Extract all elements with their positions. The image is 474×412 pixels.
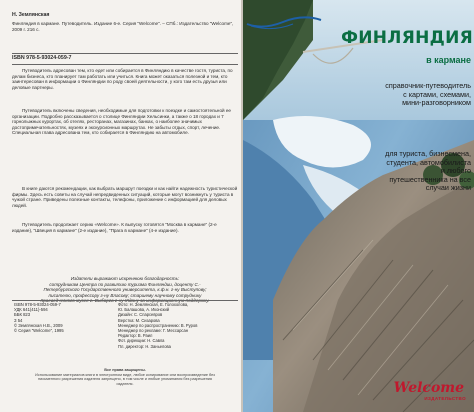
- credit-line: Менеджер по распространению: В. Руров: [118, 322, 198, 328]
- bibliographic-description: Финляндия в кармане. Путеводитель. Издание 6-е. Серия "Welcome". – СПб.: Издательство "Welcome", 2009 г. 216 с.: [12, 21, 234, 32]
- cover-title: ФИНЛЯНДИЯ: [341, 28, 473, 48]
- catalog-line: УДК 641(411)-594: [14, 307, 48, 313]
- credit-line: Редактор: В. Раил: [118, 333, 153, 339]
- cover-audience: для туриста, бизнесмена, студента, автомобилиста и любого путешественника на все случаи жизни: [385, 149, 471, 193]
- rights-title: Все права защищены.: [104, 368, 146, 372]
- credit-line: Фото: Н. Землянская, Е. Голохолова,: [118, 302, 189, 307]
- catalog-line: ББК 823: [14, 312, 31, 318]
- credit-line: Пл. директор: Н. Заньелова: [118, 343, 171, 349]
- isbn: ISBN 978-5-93024-059-7: [12, 55, 72, 61]
- credits-block: [118, 302, 238, 349]
- annotation-paragraph: Путеводитель включены сведения, необходимые для подготовки к поездке и самостоятельной ее организации. Подробно рассказывается о столице Финляндии Хельсинки, а также о 18 городах и 7 горнолыжных курортах, об отелях, ресторанах, магазинах, банках, о наиболее значимых достопримечательностях, музеях и экскурсионных маршрутах. Не забыты отдых, спорт, лечение. Специальная глава адресована тем, кто собирается в Финляндию на автомобиле.: [12, 108, 231, 136]
- author-name: Н. Землянская: [12, 12, 50, 18]
- annotation-paragraph: Путеводитель адресован тем, кто едет или собирается в Финляндию в качестве гостя, туриста, по делам бизнеса, кто планирует там работать или учиться. Книга может оказаться полезной и тем, кто заинтересован в информации о Финляндии по роду своей деятельности, у кого там есть друзья или деловые партнеры.: [12, 68, 233, 90]
- credit-line: Фот. дирекции: Н. Савла: [118, 338, 165, 344]
- catalog-line: © Серия "Welcome", 1995: [14, 328, 64, 334]
- rights-notice: [30, 368, 220, 386]
- divider: [12, 53, 238, 54]
- annotation-paragraph: Путеводитель продолжает серию «Welcome». К выпуску готовятся "Москва в кармане" (2-е издание), "Швеция в кармане" (2-е издание), "Прага в кармане" (4-е издание).: [12, 222, 217, 233]
- credit-line: Верстка: М. Сизарова: [118, 317, 160, 323]
- publisher-logo: [243, 0, 325, 30]
- credit-line: Дизайн: С. Спарсевров: [118, 312, 163, 318]
- annotation-paragraph: В книге даются рекомендации, как выбрать маршрут поездки и как найти надежность туристической фирмы. Здесь есть советы на случай непредвиденных ситуаций, которые могут возникнуть у туриста в чужой стране. Приведены полезные контакты, телефоны, приложение с информацией для деловых людей.: [12, 186, 238, 208]
- cover-page: [243, 0, 474, 412]
- catalog-line: ISBN 978-5-93024-059-7: [14, 302, 61, 307]
- cover-description: справочник-путеводитель с картами, схемами, мини-разговорником: [385, 81, 471, 108]
- catalog-block: [14, 302, 112, 333]
- acknowledgements-text: сотрудникам Центра по развитию туризма Финляндии, доценту С.-Петербургского Государственного университета, к.ф.н. г-ну Выступову; писателю, профессору г-ну Власову; старшему научному сотруднику Краеведческого музея г. Выборга г-ну Ждану за информационную поддержку.: [40, 281, 210, 304]
- credit-line: Менеджер по рекламе: Г. Мессарсан: [118, 328, 189, 334]
- divider: [12, 64, 238, 65]
- acknowledgements-title: Издатели выражают искреннюю благодарность:: [70, 276, 180, 281]
- divider: [12, 300, 238, 301]
- cover-subtitle: в кармане: [426, 55, 471, 65]
- rights-text: Использование материалов книги в электронном виде, любое копирование или воспроизведение без письменного разрешения издателя запрещено, в том числе и любые упоминания без разрешения издателя.: [35, 372, 215, 386]
- catalog-line: © Землянская Н.В., 2009: [14, 322, 63, 328]
- catalog-line: З 54: [14, 317, 23, 323]
- credit-line: Ю. Балашова, А. Иконский: [118, 307, 170, 313]
- publisher-subtitle: ИЗДАТЕЛЬСТВО: [424, 396, 466, 401]
- publisher-name: Welcome: [393, 380, 464, 396]
